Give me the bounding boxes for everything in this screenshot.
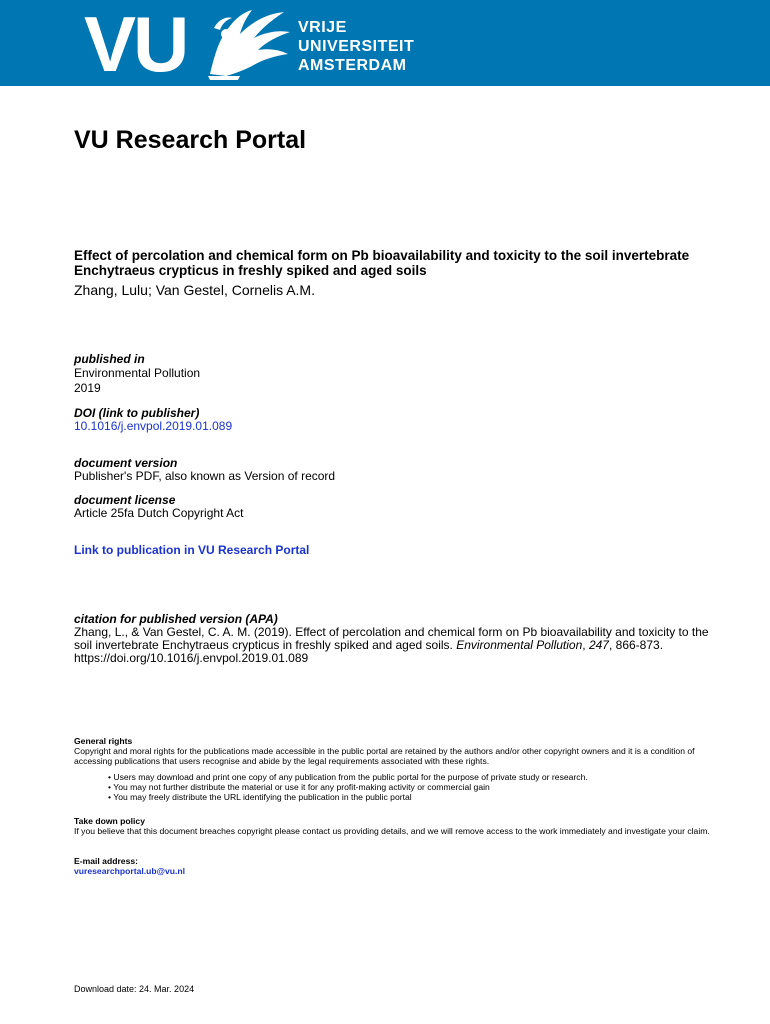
portal-publication-link[interactable]: Link to publication in VU Research Portal — [74, 542, 310, 557]
publication-authors: Zhang, Lulu; Van Gestel, Cornelis A.M. — [74, 282, 315, 298]
citation-text-end: , 866-873. https://doi.org/10.1016/j.envpol.2019.01.089 — [74, 638, 664, 665]
citation-label: citation for published version (APA) — [74, 612, 278, 626]
portal-title: VU Research Portal — [74, 126, 307, 154]
take-down-heading: Take down policy — [74, 816, 145, 826]
citation-journal: Environmental Pollution — [456, 638, 583, 652]
document-version-label: document version — [74, 455, 178, 470]
university-name-line: VRIJE — [298, 19, 347, 36]
download-date: Download date: 24. Mar. 2024 — [74, 984, 195, 994]
rights-bullet-list — [74, 772, 724, 802]
publication-year: 2019 — [74, 381, 101, 395]
rights-section — [74, 736, 724, 876]
document-license-value: Article 25fa Dutch Copyright Act — [74, 506, 244, 520]
publication-title: Effect of percolation and chemical form on Pb bioavailability and toxicity to the soil invertebrate Enchytraeus crypticus in freshly spiked and aged soils — [74, 248, 690, 278]
document-license-label: document license — [74, 492, 176, 507]
published-in-label: published in — [74, 352, 145, 366]
university-name-line: UNIVERSITEIT — [298, 38, 415, 55]
document-version-value: Publisher's PDF, also known as Version of record — [74, 469, 336, 483]
journal-name: Environmental Pollution — [74, 365, 201, 380]
general-rights-heading: General rights — [74, 736, 133, 746]
publication-header — [74, 248, 714, 299]
doi-link[interactable]: 10.1016/j.envpol.2019.01.089 — [74, 419, 233, 433]
doi-label: DOI (link to publisher) — [74, 405, 200, 420]
take-down-text: If you believe that this document breaches copyright please contact us providing details, and we will remove access to the work immediately and investigate your claim. — [74, 826, 710, 836]
list-item: • You may freely distribute the URL identifying the publication in the public portal — [108, 792, 724, 802]
citation-text-start: Zhang, L., & Van Gestel, C. A. M. (2019). Effect of percolation and chemical form on Pb bioavailability and toxicity to the soil invertebrate Enchytraeus crypticus in freshly spiked and aged soils. — [74, 625, 709, 652]
list-item: • Users may download and print one copy of any publication from the public portal for the purpose of private study or research. — [108, 772, 724, 782]
citation-volume: 247 — [588, 638, 609, 652]
university-name-line: AMSTERDAM — [298, 57, 407, 74]
citation-separator: , — [582, 638, 589, 652]
general-rights-text: Copyright and moral rights for the publications made accessible in the public portal are retained by the authors and/or other copyright owners and it is a condition of accessing publications that users recognise and abide by the legal requirements associated with these rights. — [74, 746, 695, 766]
email-link[interactable]: vuresearchportal.ub@vu.nl — [74, 866, 186, 876]
header-banner — [0, 0, 770, 86]
publication-metadata — [74, 353, 714, 557]
list-item: • You may not further distribute the material or use it for any profit-making activity or commercial gain — [108, 782, 724, 792]
email-heading: E-mail address: — [74, 856, 138, 866]
university-name — [298, 18, 414, 75]
citation-block — [74, 613, 714, 665]
vu-logo-letters: VU — [84, 0, 187, 88]
griffin-logo-icon — [200, 4, 292, 82]
citation-text — [74, 626, 714, 665]
